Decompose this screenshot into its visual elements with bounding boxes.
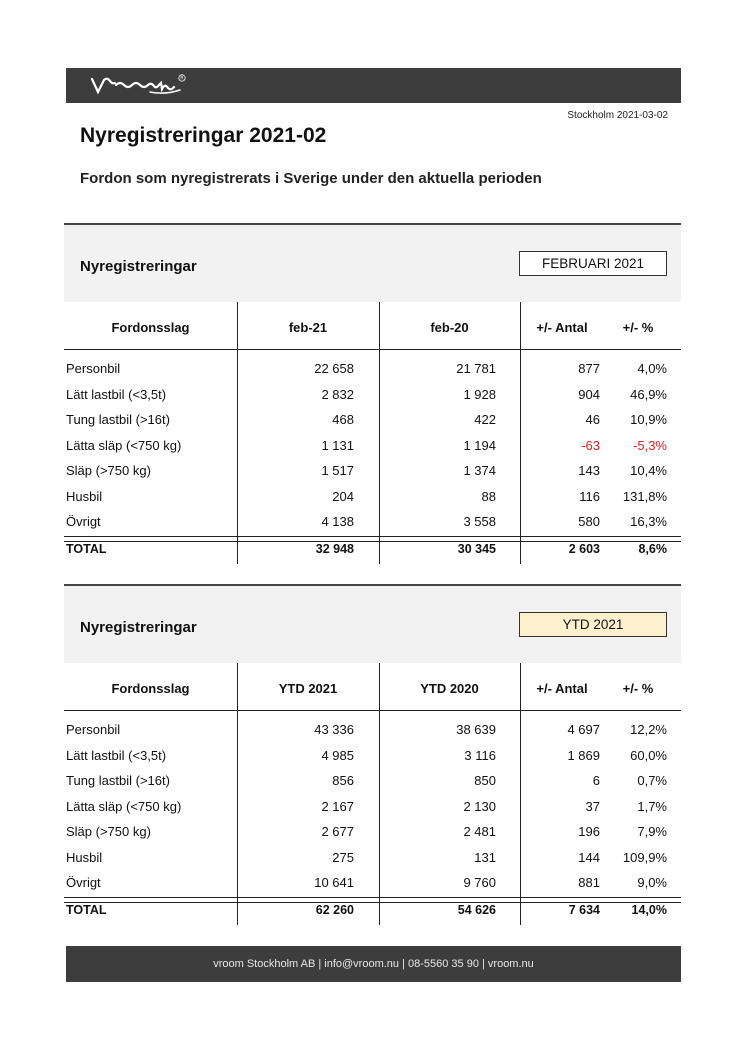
cell-current: 2 677	[321, 824, 354, 839]
total-row	[64, 538, 681, 562]
cell-previous: 1 194	[463, 437, 496, 453]
cell-total-previous: 30 345	[457, 541, 496, 556]
cell-diff-count: 6	[592, 773, 600, 788]
cell-total-diff-count: 7 634	[568, 902, 600, 917]
column-header-previous: feb-20	[430, 320, 469, 335]
header-bar	[66, 68, 681, 103]
cell-current: 43 336	[314, 722, 354, 737]
column-header-vehicle-type: Fordonsslag	[111, 681, 190, 696]
cell-previous: 9 760	[463, 875, 496, 890]
cell-current: 468	[332, 412, 354, 427]
cell-diff-percent: 16,3%	[630, 514, 667, 529]
column-header-diff-count: +/- Antal	[536, 681, 588, 696]
cell-vehicle-type: Personbil	[66, 722, 121, 737]
cell-total-label: TOTAL	[66, 902, 107, 917]
cell-current: 856	[332, 773, 354, 788]
cell-diff-percent: 10,9%	[630, 412, 667, 427]
cell-diff-percent: 10,4%	[630, 463, 667, 478]
cell-vehicle-type: Övrigt	[66, 875, 101, 890]
table-row	[64, 871, 681, 895]
cell-diff-count: 37	[585, 798, 600, 814]
cell-current: 22 658	[314, 361, 354, 376]
cell-diff-count: -63	[581, 437, 600, 453]
cell-diff-percent: -5,3%	[633, 437, 667, 453]
cell-diff-percent: 60,0%	[630, 747, 667, 763]
column-header-current: feb-21	[288, 320, 328, 335]
cell-previous: 88	[481, 488, 496, 504]
cell-current: 275	[332, 849, 354, 865]
period-box: YTD 2021	[519, 612, 667, 637]
cell-vehicle-type: Tung lastbil (>16t)	[66, 412, 170, 427]
cell-previous: 1 374	[463, 463, 496, 478]
section-month	[64, 223, 681, 564]
section-title: Nyregistreringar	[80, 258, 197, 275]
table-row	[64, 510, 681, 534]
page-title: Nyregistreringar 2021-02	[80, 124, 327, 147]
cell-total-diff-count: 2 603	[568, 541, 600, 556]
cell-diff-count: 116	[579, 488, 600, 504]
cell-diff-count: 144	[578, 849, 600, 865]
cell-previous: 131	[474, 849, 496, 865]
table-row	[64, 357, 681, 381]
cell-diff-count: 196	[578, 824, 600, 839]
cell-diff-count: 904	[578, 386, 600, 402]
cell-diff-percent: 109,9%	[622, 849, 667, 865]
cell-vehicle-type: Släp (>750 kg)	[66, 463, 151, 478]
page-subtitle: Fordon som nyregistrerats i Sverige under den aktuella perioden	[80, 170, 542, 187]
section-header	[64, 223, 681, 302]
vroom-logo-icon	[90, 72, 210, 98]
footer-bar: vroom Stockholm AB | info@vroom.nu | 08-5560 35 90 | vroom.nu	[66, 946, 681, 982]
cell-current: 4 138	[321, 514, 354, 529]
cell-vehicle-type: Övrigt	[66, 514, 101, 529]
table-row	[64, 408, 681, 432]
cell-current: 204	[332, 488, 354, 504]
column-header-diff-percent: +/- %	[622, 320, 654, 335]
cell-diff-percent: 4,0%	[637, 361, 667, 376]
table-row	[64, 769, 681, 793]
cell-total-current: 62 260	[315, 902, 354, 917]
cell-total-label: TOTAL	[66, 541, 107, 556]
cell-vehicle-type: Personbil	[66, 361, 121, 376]
table-row	[64, 744, 681, 768]
svg-text:R: R	[180, 76, 184, 82]
cell-previous: 3 116	[464, 747, 496, 763]
table-row	[64, 383, 681, 407]
cell-diff-count: 580	[578, 514, 600, 529]
cell-current: 10 641	[314, 875, 354, 890]
period-box: FEBRUARI 2021	[519, 251, 667, 276]
cell-total-previous: 54 626	[457, 902, 496, 917]
cell-vehicle-type: Lätt lastbil (<3,5t)	[66, 386, 167, 402]
cell-vehicle-type: Släp (>750 kg)	[66, 824, 151, 839]
cell-previous: 850	[474, 773, 496, 788]
report-date: Stockholm 2021-03-02	[567, 110, 668, 121]
cell-diff-count: 143	[578, 463, 600, 478]
cell-previous: 2 481	[463, 824, 496, 839]
cell-diff-count: 877	[578, 361, 600, 376]
column-header-diff-count: +/- Antal	[536, 320, 588, 335]
column-header-current: YTD 2021	[278, 681, 338, 696]
section-header	[64, 584, 681, 663]
table-row	[64, 485, 681, 509]
cell-total-current: 32 948	[315, 541, 354, 556]
cell-diff-percent: 46,9%	[630, 386, 667, 402]
cell-total-diff-percent: 8,6%	[638, 541, 667, 556]
cell-diff-percent: 7,9%	[637, 824, 667, 839]
cell-diff-count: 4 697	[567, 722, 600, 737]
cell-previous: 422	[474, 412, 496, 427]
column-header-previous: YTD 2020	[420, 681, 479, 696]
table-row	[64, 820, 681, 844]
column-header-vehicle-type: Fordonsslag	[111, 320, 190, 335]
cell-diff-percent: 131,8%	[622, 488, 667, 504]
header-rule	[64, 710, 681, 711]
cell-vehicle-type: Husbil	[66, 849, 103, 865]
cell-diff-count: 46	[585, 412, 600, 427]
cell-current: 1 517	[321, 463, 354, 478]
cell-diff-percent: 0,7%	[637, 773, 667, 788]
section-ytd	[64, 584, 681, 925]
cell-previous: 2 130	[463, 798, 496, 814]
cell-diff-percent: 12,2%	[630, 722, 667, 737]
cell-vehicle-type: Lätta släp (<750 kg)	[66, 437, 182, 453]
cell-previous: 38 639	[456, 722, 496, 737]
cell-current: 1 131	[321, 437, 354, 453]
table-row	[64, 718, 681, 742]
cell-vehicle-type: Lätt lastbil (<3,5t)	[66, 747, 167, 763]
header-rule	[64, 349, 681, 350]
cell-diff-percent: 1,7%	[637, 798, 667, 814]
table-row	[64, 434, 681, 458]
cell-vehicle-type: Lätta släp (<750 kg)	[66, 798, 182, 814]
cell-current: 2 167	[321, 798, 354, 814]
cell-diff-count: 1 869	[567, 747, 600, 763]
cell-diff-percent: 9,0%	[637, 875, 667, 890]
table-row	[64, 846, 681, 870]
section-title: Nyregistreringar	[80, 619, 197, 636]
cell-previous: 1 928	[463, 386, 496, 402]
cell-diff-count: 881	[578, 875, 600, 890]
cell-vehicle-type: Tung lastbil (>16t)	[66, 773, 170, 788]
cell-current: 2 832	[321, 386, 354, 402]
table-row	[64, 795, 681, 819]
cell-current: 4 985	[321, 747, 354, 763]
stats-table	[64, 302, 681, 564]
cell-vehicle-type: Husbil	[66, 488, 103, 504]
table-row	[64, 459, 681, 483]
cell-previous: 21 781	[456, 361, 496, 376]
total-row	[64, 899, 681, 923]
stats-table	[64, 663, 681, 925]
cell-total-diff-percent: 14,0%	[631, 902, 667, 917]
cell-previous: 3 558	[463, 514, 496, 529]
column-header-diff-percent: +/- %	[622, 681, 654, 696]
